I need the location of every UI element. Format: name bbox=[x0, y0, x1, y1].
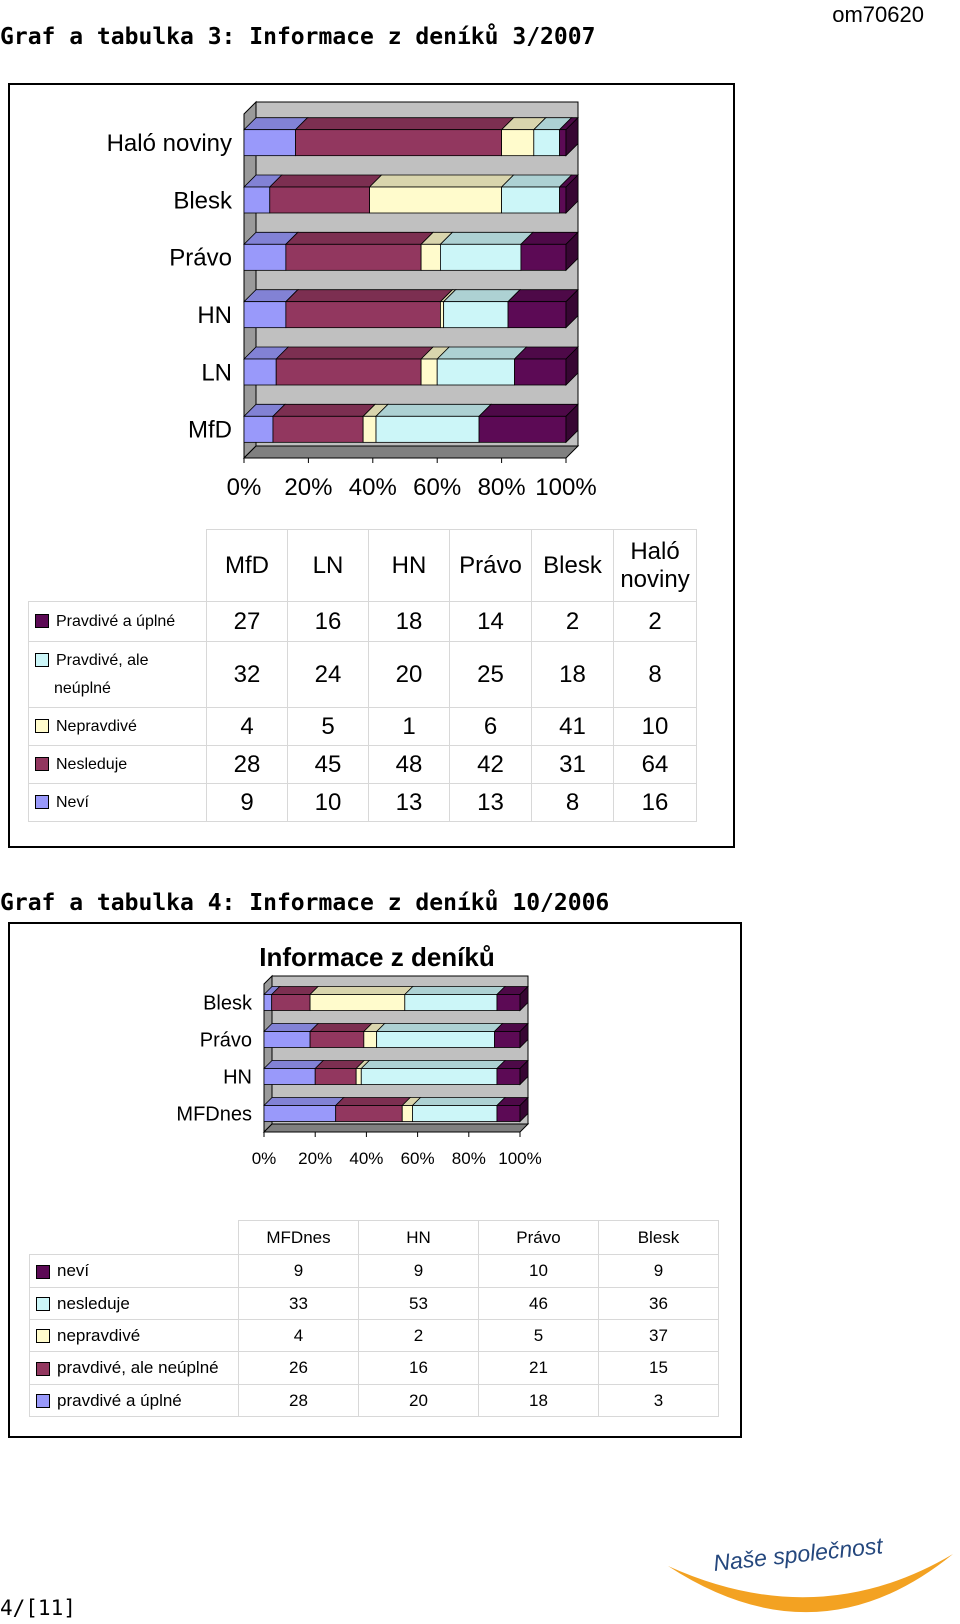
table-cell: 10 bbox=[288, 784, 369, 822]
bar-segment bbox=[370, 187, 502, 213]
legend-swatch bbox=[35, 795, 49, 809]
chart-floor bbox=[264, 1124, 528, 1132]
bar-segment-top bbox=[296, 118, 514, 130]
x-tick-label: 80% bbox=[477, 474, 526, 501]
row-label: Pravdivé, ale bbox=[56, 651, 149, 669]
legend-swatch bbox=[35, 653, 49, 667]
figure1-chart bbox=[10, 85, 733, 525]
bar-segment bbox=[310, 1032, 364, 1048]
bar-segment-top bbox=[376, 404, 491, 416]
bar-segment bbox=[296, 130, 502, 156]
table-row bbox=[29, 746, 697, 784]
chart-floor bbox=[244, 446, 578, 458]
row-label: Pravdivé a úplné bbox=[56, 612, 176, 630]
table-row bbox=[29, 642, 697, 708]
table-cell: 41 bbox=[532, 708, 614, 746]
row-label: pravdivé, ale neúplné bbox=[57, 1358, 219, 1377]
bar-segment bbox=[363, 416, 376, 442]
bar-segment bbox=[444, 302, 508, 328]
bar-segment bbox=[402, 1106, 412, 1122]
bar-segment bbox=[244, 359, 276, 385]
bar-segment bbox=[286, 244, 421, 270]
table-row bbox=[30, 1385, 719, 1417]
table-cell: 10 bbox=[614, 708, 697, 746]
header-cell: HN bbox=[369, 530, 450, 602]
category-label: Blesk bbox=[173, 187, 232, 215]
bar-segment-top bbox=[361, 1061, 505, 1069]
table-row bbox=[30, 1255, 719, 1288]
table-cell: 13 bbox=[450, 784, 532, 822]
table-cell: 4 bbox=[207, 708, 288, 746]
table-cell: 9 bbox=[207, 784, 288, 822]
category-label: Blesk bbox=[203, 992, 252, 1015]
table-cell: 64 bbox=[614, 746, 697, 784]
bar-segment bbox=[405, 995, 497, 1011]
bar-segment bbox=[421, 359, 437, 385]
bar-segment bbox=[502, 130, 534, 156]
bar-segment bbox=[272, 995, 310, 1011]
figure1-table bbox=[28, 529, 697, 822]
figure1-frame bbox=[8, 83, 735, 848]
bar-segment bbox=[534, 130, 560, 156]
header-cell: HN bbox=[359, 1221, 479, 1255]
table-cell: 16 bbox=[614, 784, 697, 822]
bar-segment bbox=[244, 416, 273, 442]
table-cell: 42 bbox=[450, 746, 532, 784]
bar-segment-top bbox=[377, 1024, 503, 1032]
header-cell-line1: Haló bbox=[630, 537, 680, 565]
table-row bbox=[29, 708, 697, 746]
x-tick-label: 100% bbox=[498, 1149, 542, 1168]
table-cell: 3 bbox=[599, 1385, 719, 1417]
bar-segment bbox=[310, 995, 405, 1011]
row-label: Neví bbox=[56, 793, 89, 811]
header-cell-halo bbox=[614, 530, 697, 602]
figure1-heading: Graf a tabulka 3: Informace z deníků 3/2007 bbox=[0, 24, 596, 50]
table-cell: 5 bbox=[288, 708, 369, 746]
bar-segment bbox=[440, 302, 443, 328]
bar-segment bbox=[502, 187, 560, 213]
bar-segment bbox=[336, 1106, 403, 1122]
category-label: Právo bbox=[199, 1029, 252, 1052]
bar-segment-top bbox=[270, 175, 382, 187]
x-tick-label: 40% bbox=[348, 474, 397, 501]
bar-segment bbox=[497, 1106, 520, 1122]
table-cell: 31 bbox=[532, 746, 614, 784]
table-cell: 20 bbox=[369, 642, 450, 708]
table-cell: 26 bbox=[239, 1352, 359, 1385]
x-tick-label: 40% bbox=[349, 1149, 384, 1168]
header-cell: Právo bbox=[450, 530, 532, 602]
bar-segment bbox=[364, 1032, 377, 1048]
table-cell: 9 bbox=[599, 1255, 719, 1288]
table-cell: 46 bbox=[479, 1288, 599, 1320]
row-label: pravdivé a úplné bbox=[57, 1390, 182, 1410]
table-cell: 20 bbox=[359, 1385, 479, 1417]
bar-segment bbox=[412, 1106, 496, 1122]
category-label: MfD bbox=[188, 416, 232, 444]
bar-segment-top bbox=[405, 987, 505, 995]
figure2-heading: Graf a tabulka 4: Informace z deníků 10/2006 bbox=[0, 890, 610, 916]
legend-swatch bbox=[35, 719, 49, 733]
bar-segment-top bbox=[444, 290, 520, 302]
table-cell: 2 bbox=[532, 602, 614, 642]
table-cell: 25 bbox=[450, 642, 532, 708]
bar-segment-top bbox=[370, 175, 514, 187]
header-cell: MFDnes bbox=[239, 1221, 359, 1255]
table-cell: 15 bbox=[599, 1352, 719, 1385]
bar-segment bbox=[264, 1032, 310, 1048]
table-cell: 14 bbox=[450, 602, 532, 642]
bar-segment-top bbox=[286, 290, 453, 302]
table-cell: 48 bbox=[369, 746, 450, 784]
footer-page-number: 4/[11] bbox=[0, 1596, 76, 1620]
x-tick-label: 0% bbox=[226, 474, 262, 501]
bar-segment-top bbox=[310, 1024, 372, 1032]
bar-segment bbox=[508, 302, 566, 328]
table-row bbox=[30, 1288, 719, 1320]
header-cell: Blesk bbox=[532, 530, 614, 602]
bar-segment-top bbox=[276, 347, 433, 359]
bar-segment-top bbox=[264, 1024, 318, 1032]
x-tick-label: 20% bbox=[298, 1149, 333, 1168]
table-cell: 6 bbox=[450, 708, 532, 746]
bar-segment bbox=[244, 187, 270, 213]
bar-segment bbox=[315, 1069, 356, 1085]
bar-segment bbox=[494, 1032, 520, 1048]
table-cell: 16 bbox=[359, 1352, 479, 1385]
bar-segment bbox=[244, 130, 296, 156]
row-label: Nepravdivé bbox=[56, 717, 137, 735]
bar-segment bbox=[244, 302, 286, 328]
table-cell: 36 bbox=[599, 1288, 719, 1320]
bar-segment-top bbox=[479, 404, 578, 416]
bar-segment-top bbox=[273, 404, 375, 416]
bar-segment bbox=[264, 1069, 315, 1085]
row-label: neví bbox=[57, 1261, 90, 1280]
bar-segment bbox=[560, 130, 566, 156]
logo-text: Naše společnost bbox=[712, 1532, 884, 1576]
bar-segment-top bbox=[440, 232, 532, 244]
bar-segment bbox=[421, 244, 440, 270]
bar-segment bbox=[497, 995, 520, 1011]
bar-segment-top bbox=[412, 1098, 504, 1106]
category-label: LN bbox=[201, 359, 232, 387]
row-label-line2: neúplné bbox=[54, 679, 111, 697]
legend-swatch bbox=[36, 1265, 50, 1279]
header-cell-line2: noviny bbox=[620, 565, 690, 593]
bar-segment-top bbox=[264, 1061, 323, 1069]
page-code: om70620 bbox=[832, 2, 924, 27]
table-cell: 32 bbox=[207, 642, 288, 708]
category-label: HN bbox=[197, 302, 232, 330]
table-cell: 28 bbox=[239, 1385, 359, 1417]
bar-segment bbox=[276, 359, 421, 385]
header-cell: Blesk bbox=[599, 1221, 719, 1255]
table-cell: 4 bbox=[239, 1320, 359, 1352]
bar-segment bbox=[521, 244, 566, 270]
table-cell: 9 bbox=[239, 1255, 359, 1288]
legend-swatch bbox=[36, 1394, 50, 1408]
bar-segment bbox=[497, 1069, 520, 1085]
table-cell: 45 bbox=[288, 746, 369, 784]
bar-segment bbox=[244, 244, 286, 270]
table-cell: 33 bbox=[239, 1288, 359, 1320]
table-cell: 9 bbox=[359, 1255, 479, 1288]
row-label: nepravdivé bbox=[57, 1325, 141, 1345]
table-cell: 2 bbox=[359, 1320, 479, 1352]
legend-swatch bbox=[36, 1362, 50, 1376]
table-row bbox=[30, 1352, 719, 1385]
bar-segment bbox=[264, 995, 272, 1011]
table-cell: 53 bbox=[359, 1288, 479, 1320]
table-row bbox=[30, 1320, 719, 1352]
x-tick-label: 60% bbox=[413, 474, 462, 501]
header-cell: Právo bbox=[479, 1221, 599, 1255]
bar-segment bbox=[356, 1069, 361, 1085]
category-label: MFDnes bbox=[176, 1103, 252, 1126]
bar-segment-top bbox=[286, 232, 433, 244]
table-cell: 16 bbox=[288, 602, 369, 642]
bar-segment bbox=[264, 1106, 336, 1122]
bar-segment bbox=[560, 187, 566, 213]
bar-segment bbox=[376, 416, 479, 442]
figure2-frame bbox=[8, 922, 742, 1438]
bar-segment bbox=[377, 1032, 495, 1048]
table-row bbox=[29, 784, 697, 822]
table-cell: 27 bbox=[207, 602, 288, 642]
bar-segment bbox=[479, 416, 566, 442]
table-cell: 2 bbox=[614, 602, 697, 642]
header-cell: LN bbox=[288, 530, 369, 602]
table-cell: 18 bbox=[479, 1385, 599, 1417]
x-tick-label: 20% bbox=[284, 474, 333, 501]
table-cell: 24 bbox=[288, 642, 369, 708]
legend-swatch bbox=[35, 757, 49, 771]
table-cell: 8 bbox=[614, 642, 697, 708]
table-row bbox=[29, 602, 697, 642]
x-tick-label: 0% bbox=[251, 1149, 277, 1168]
legend-swatch bbox=[35, 614, 49, 628]
bar-segment-top bbox=[310, 987, 413, 995]
x-tick-label: 60% bbox=[400, 1149, 435, 1168]
bar-segment bbox=[437, 359, 514, 385]
legend-swatch bbox=[36, 1329, 50, 1343]
table-cell: 13 bbox=[369, 784, 450, 822]
bar-segment bbox=[440, 244, 521, 270]
bar-segment-top bbox=[437, 347, 526, 359]
table-cell: 28 bbox=[207, 746, 288, 784]
table-cell: 10 bbox=[479, 1255, 599, 1288]
category-label: HN bbox=[223, 1066, 252, 1089]
row-label: nesleduje bbox=[57, 1293, 130, 1313]
table-cell: 18 bbox=[369, 602, 450, 642]
table-cell: 1 bbox=[369, 708, 450, 746]
table-cell: 5 bbox=[479, 1320, 599, 1352]
bar-segment-top bbox=[336, 1098, 411, 1106]
bar-segment bbox=[514, 359, 566, 385]
bar-segment bbox=[286, 302, 441, 328]
category-label: Haló noviny bbox=[106, 130, 232, 158]
table-cell: 18 bbox=[532, 642, 614, 708]
figure1-table-header bbox=[29, 530, 697, 602]
nase-spolecnost-logo bbox=[668, 1524, 958, 1624]
table-cell: 37 bbox=[599, 1320, 719, 1352]
x-tick-label: 100% bbox=[535, 474, 597, 501]
row-label: Nesleduje bbox=[56, 755, 128, 773]
header-cell: MfD bbox=[207, 530, 288, 602]
figure2-chart bbox=[10, 924, 740, 1214]
x-tick-label: 80% bbox=[451, 1149, 486, 1168]
bar-segment bbox=[361, 1069, 497, 1085]
bar-segment bbox=[270, 187, 370, 213]
legend-swatch bbox=[36, 1297, 50, 1311]
bar-segment bbox=[273, 416, 363, 442]
figure2-table-header bbox=[30, 1221, 719, 1255]
chart2-title: Informace z deníků bbox=[259, 942, 495, 972]
bar-segment-top bbox=[264, 1098, 344, 1106]
category-label: Právo bbox=[169, 244, 232, 272]
figure2-table bbox=[29, 1220, 719, 1417]
table-cell: 21 bbox=[479, 1352, 599, 1385]
table-cell: 8 bbox=[532, 784, 614, 822]
